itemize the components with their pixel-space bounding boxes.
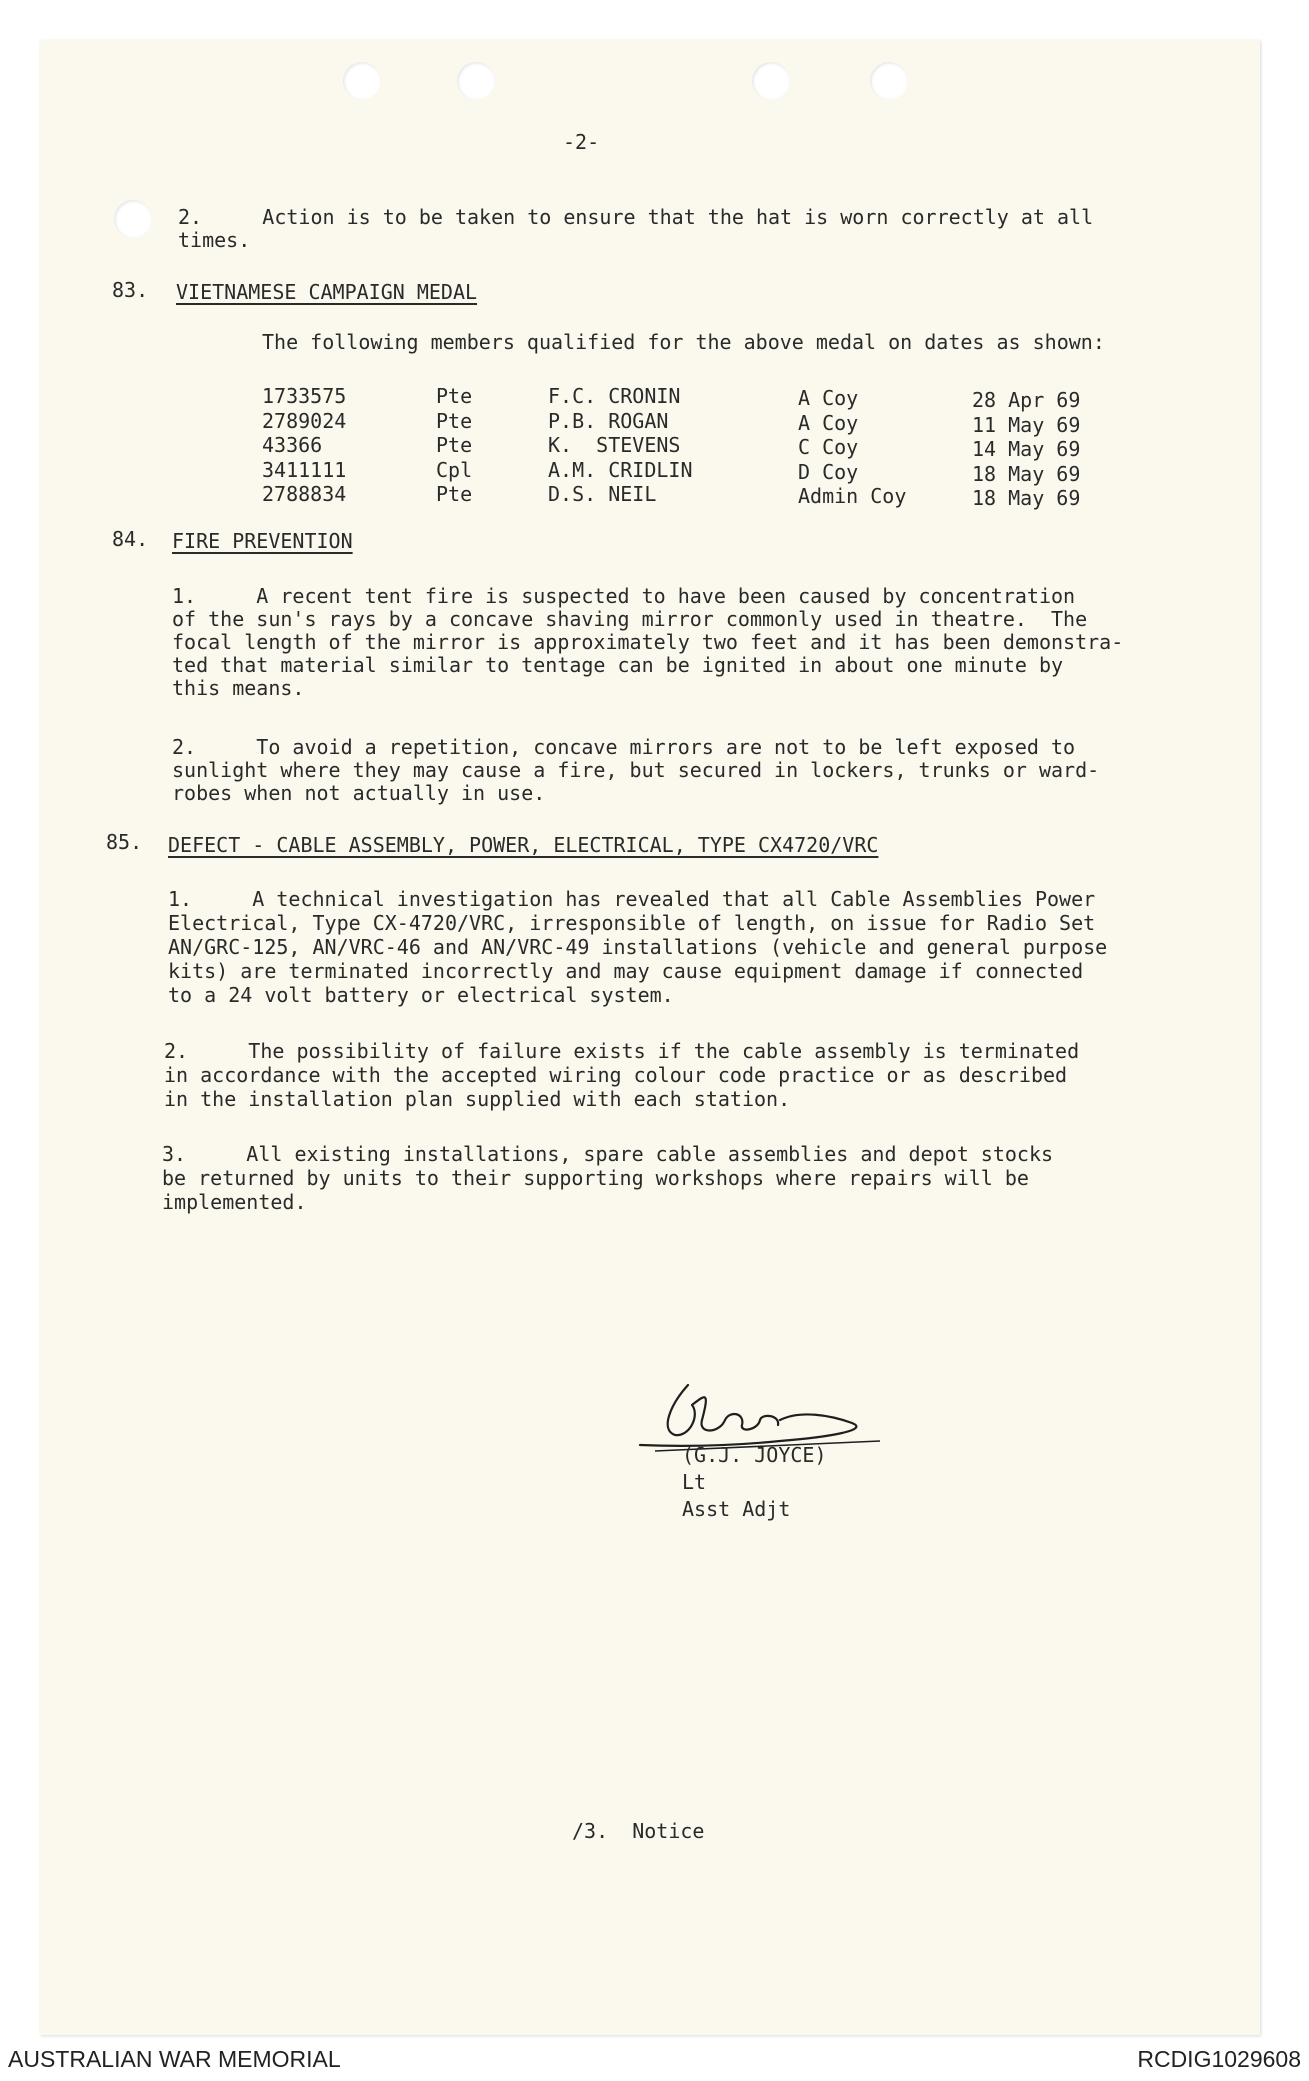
- paragraph-line: focal length of the mirror is approximately two feet and it has been demonstra-: [172, 630, 1124, 654]
- rank: Cpl: [436, 458, 473, 482]
- medal-intro: The following members qualified for the above medal on dates as shown:: [262, 330, 1105, 354]
- section-number: 84.: [112, 527, 149, 551]
- signatory-appointment: Asst Adjt: [682, 1497, 791, 1521]
- punch-hole: [343, 62, 381, 100]
- continuation-note: /3. Notice: [572, 1819, 705, 1843]
- paragraph-line: ted that material similar to tentage can be ignited in about one minute by: [172, 653, 1064, 677]
- section-number: 83.: [112, 278, 149, 302]
- qualify-date: 28 Apr 69: [972, 388, 1081, 412]
- paragraph-line: implemented.: [162, 1190, 307, 1214]
- paragraph-line: 2. Action is to be taken to ensure that the hat is worn correctly at all: [178, 205, 1094, 229]
- unit: D Coy: [798, 460, 859, 484]
- service-number: 43366: [262, 433, 323, 457]
- paragraph-line: AN/GRC-125, AN/VRC-46 and AN/VRC-49 installations (vehicle and general purpose: [168, 935, 1108, 959]
- punch-hole: [752, 62, 790, 100]
- member-name: F.C. CRONIN: [548, 384, 681, 408]
- rank: Pte: [436, 433, 473, 457]
- member-name: P.B. ROGAN: [548, 409, 669, 433]
- section-heading: VIETNAMESE CAMPAIGN MEDAL: [176, 280, 478, 304]
- paragraph-line: of the sun's rays by a concave shaving mirror commonly used in theatre. The: [172, 607, 1088, 631]
- paragraph-line: kits) are terminated incorrectly and may cause equipment damage if connected: [168, 959, 1084, 983]
- paragraph-line: 1. A technical investigation has revealed that all Cable Assemblies Power: [168, 887, 1096, 911]
- qualify-date: 11 May 69: [972, 413, 1081, 437]
- paragraph-line: 3. All existing installations, spare cable assemblies and depot stocks: [162, 1142, 1054, 1166]
- paragraph-line: 2. The possibility of failure exists if the cable assembly is terminated: [164, 1039, 1080, 1063]
- paragraph-line: to a 24 volt battery or electrical system.: [168, 983, 674, 1007]
- rank: Pte: [436, 384, 473, 408]
- paragraph-line: times.: [178, 228, 251, 252]
- signatory-rank: Lt: [682, 1470, 707, 1494]
- paragraph-line: robes when not actually in use.: [172, 781, 546, 805]
- service-number: 3411111: [262, 458, 347, 482]
- unit: C Coy: [798, 435, 859, 459]
- qualify-date: 18 May 69: [972, 486, 1081, 510]
- member-name: A.M. CRIDLIN: [548, 458, 693, 482]
- qualify-date: 14 May 69: [972, 437, 1081, 461]
- section-number: 85.: [106, 830, 143, 854]
- service-number: 1733575: [262, 384, 347, 408]
- punch-hole: [114, 200, 152, 238]
- rank: Pte: [436, 409, 473, 433]
- page-number: -2-: [563, 130, 600, 154]
- unit: A Coy: [798, 386, 859, 410]
- paragraph-line: in accordance with the accepted wiring colour code practice or as described: [164, 1063, 1068, 1087]
- signatory-name: (G.J. JOYCE): [682, 1443, 827, 1467]
- unit: Admin Coy: [798, 484, 907, 508]
- paragraph-line: 1. A recent tent fire is suspected to have been caused by concentration: [172, 584, 1076, 608]
- paragraph-line: sunlight where they may cause a fire, but secured in lockers, trunks or ward-: [172, 758, 1100, 782]
- member-name: K. STEVENS: [548, 433, 681, 457]
- member-name: D.S. NEIL: [548, 482, 657, 506]
- paragraph-line: this means.: [172, 676, 305, 700]
- paragraph-line: 2. To avoid a repetition, concave mirrors are not to be left exposed to: [172, 735, 1076, 759]
- archive-footer-right: RCDIG1029608: [1137, 2046, 1301, 2072]
- archive-footer-left: AUSTRALIAN WAR MEMORIAL: [8, 2046, 341, 2072]
- section-heading: FIRE PREVENTION: [172, 529, 353, 553]
- service-number: 2789024: [262, 409, 347, 433]
- paragraph-line: Electrical, Type CX-4720/VRC, irresponsible of length, on issue for Radio Set: [168, 911, 1096, 935]
- qualify-date: 18 May 69: [972, 462, 1081, 486]
- punch-hole: [457, 62, 495, 100]
- paragraph-line: in the installation plan supplied with each station.: [164, 1087, 791, 1111]
- unit: A Coy: [798, 411, 859, 435]
- rank: Pte: [436, 482, 473, 506]
- paragraph-line: be returned by units to their supporting workshops where repairs will be: [162, 1166, 1029, 1190]
- service-number: 2788834: [262, 482, 347, 506]
- punch-hole: [870, 62, 908, 100]
- section-heading: DEFECT - CABLE ASSEMBLY, POWER, ELECTRICAL, TYPE CX4720/VRC: [168, 833, 879, 857]
